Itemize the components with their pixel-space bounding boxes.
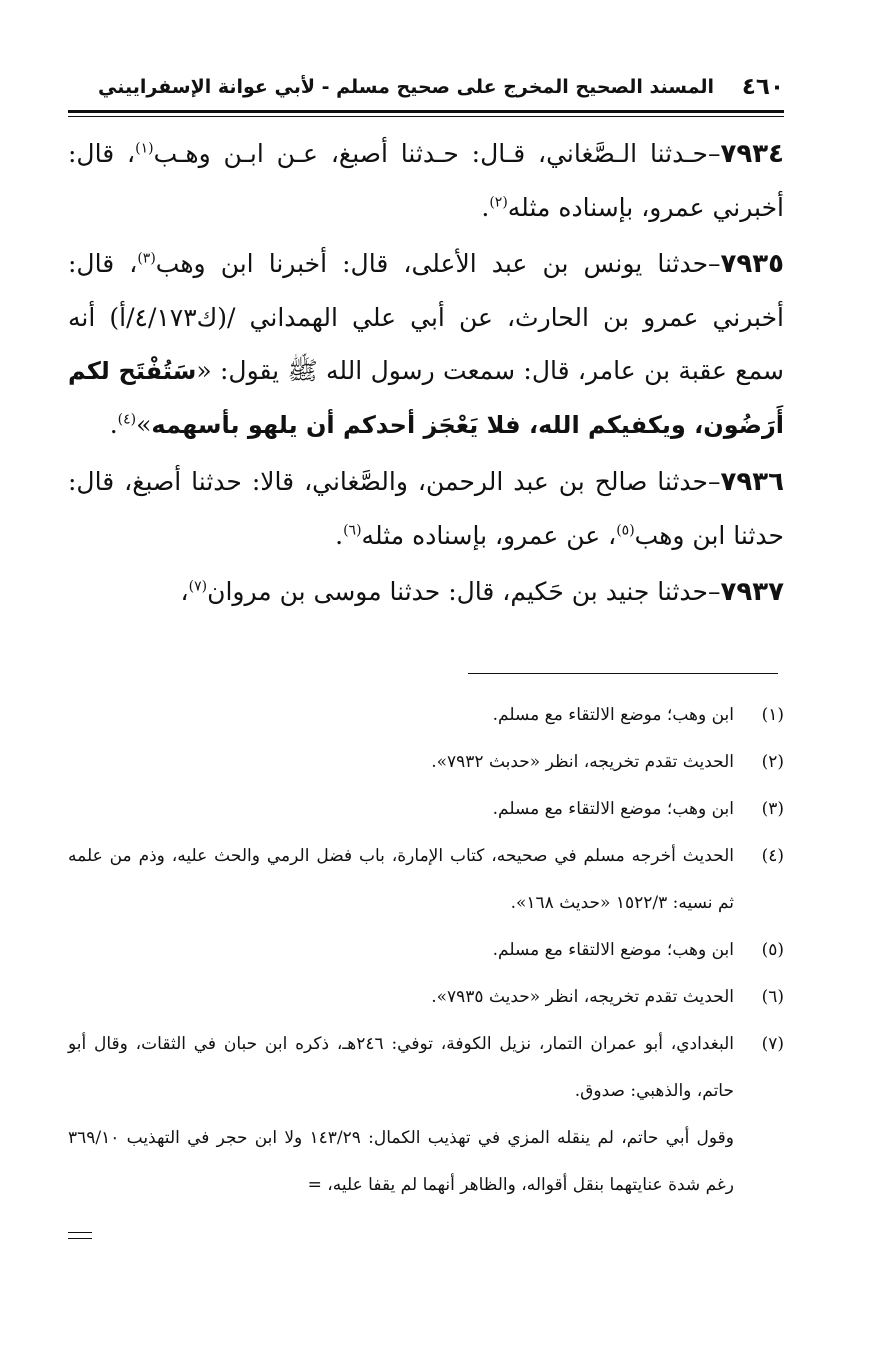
header-rule-thick (68, 110, 784, 113)
footnote-item (68, 786, 784, 833)
hadith-paragraph (68, 127, 784, 234)
footnote-text: ابن وهب؛ موضع الالتقاء مع مسلم. (492, 799, 734, 819)
punctuation: ، (180, 577, 189, 606)
footnotes (68, 692, 784, 1209)
footnote-label: (١) (761, 705, 784, 725)
footnote-label: (٦) (761, 987, 784, 1007)
footnote-separator (468, 673, 778, 674)
page-number: ٤٦٠ (741, 74, 784, 100)
hadith-text: ، عن عمرو، بإسناده مثله (361, 521, 617, 550)
footnote-text: الحديث أخرجه مسلم في صحيحه، كتاب الإمارة، باب فضل الرمي والحث عليه، وذم من علمه ثم نسيه: ١٥٢٢/٣ «حديث ١٦٨». (68, 846, 734, 913)
footnote-item (68, 974, 784, 1021)
footnote-ref[interactable]: (٧) (188, 578, 208, 595)
footnote-item (68, 692, 784, 739)
footnote-item (68, 739, 784, 786)
hadith-text: –حدثنا صالح بن عبد الرحمن، والصَّغاني، قالا: حدثنا أصبغ، قال: حدثنا ابن وهب (68, 467, 784, 550)
hadith-text: ، قال: أخبرني عمرو، بإسناده مثله (68, 139, 784, 222)
book-title: المسند الصحيح المخرج على صحيح مسلم - لأبي عوانة الإسفراييني (98, 76, 714, 98)
footnote-item (68, 833, 784, 927)
footnote-label: (٧) (761, 1034, 784, 1054)
footnote-label: (٥) (761, 940, 784, 960)
main-text (68, 127, 784, 622)
quote-close: » (136, 410, 152, 439)
footnote-item (68, 1021, 784, 1115)
footnote-ref[interactable]: (٤) (117, 411, 137, 428)
hadith-number: ٧٩٣٦ (720, 467, 784, 497)
footnote-continuation: وقول أبي حاتم، لم ينقله المزي في تهذيب الكمال: ١٤٣/٢٩ ولا ابن حجر في التهذيب ٣٦٩/١٠ رغم شدة عنايتهما بنقل أقواله، والظاهر أنهما لم يقفا عليه، = (68, 1128, 734, 1195)
punctuation: . (481, 193, 490, 222)
hadith-number: ٧٩٣٤ (720, 139, 784, 169)
hadith-number: ٧٩٣٧ (720, 577, 784, 607)
footnote-label: (٤) (761, 846, 784, 866)
hadith-number: ٧٩٣٥ (720, 249, 785, 279)
footnote-ref[interactable]: (١) (135, 140, 154, 157)
punctuation: . (109, 410, 118, 439)
footnote-ref[interactable]: (٣) (137, 250, 156, 267)
footnote-text: البغدادي، أبو عمران التمار، نزيل الكوفة، توفي: ٢٤٦هـ، ذكره ابن حبان في الثقات، وقال أبو حاتم، والذهبي: صدوق. (68, 1034, 734, 1101)
footnote-label: (٣) (761, 799, 784, 819)
punctuation: . (335, 521, 344, 550)
footnote-text: الحديث تقدم تخريجه، انظر «حديث ٧٩٣٥». (431, 987, 734, 1007)
hadith-text: ، قال: أخبرني عمرو بن الحارث، عن أبي علي الهمداني /(ك٤/١٧٣/أ) أنه سمع عقبة بن عامر، قال: سمعت رسول الله ﷺ يقول: « (68, 249, 784, 385)
footnote-text: ابن وهب؛ موضع الالتقاء مع مسلم. (492, 940, 734, 960)
footnote-text: ابن وهب؛ موضع الالتقاء مع مسلم. (492, 705, 734, 725)
footnote-label: (٢) (761, 752, 784, 772)
footnote-ref[interactable]: (٥) (616, 522, 635, 539)
hadith-paragraph (68, 565, 784, 619)
hadith-paragraph (68, 237, 784, 452)
header-rule-thin (68, 116, 784, 117)
hadith-text: –حدثنا يونس بن عبد الأعلى، قال: أخبرنا ابن وهب (155, 249, 721, 278)
footnote-text: الحديث تقدم تخريجه، انظر «حدبث ٧٩٣٢». (431, 752, 734, 772)
footnote-item (68, 927, 784, 974)
hadith-text: –حدثنا جنيد بن حَكيم، قال: حدثنا موسى بن مروان (207, 577, 721, 606)
hadith-paragraph (68, 455, 784, 562)
running-header (68, 72, 784, 108)
continuation-mark (68, 1232, 92, 1239)
hadith-text: –حـدثنا الـصَّغاني، قـال: حـدثنا أصبغ، عـن ابـن وهـب (153, 139, 721, 168)
prophetic-quote: سَتُفْتَح لكم أَرَضُون، ويكفيكم الله، فلا يَعْجَز أحدكم أن يلهو بأسهمه (68, 357, 784, 439)
footnote-ref[interactable]: (٢) (489, 194, 508, 211)
footnote-ref[interactable]: (٦) (343, 522, 362, 539)
